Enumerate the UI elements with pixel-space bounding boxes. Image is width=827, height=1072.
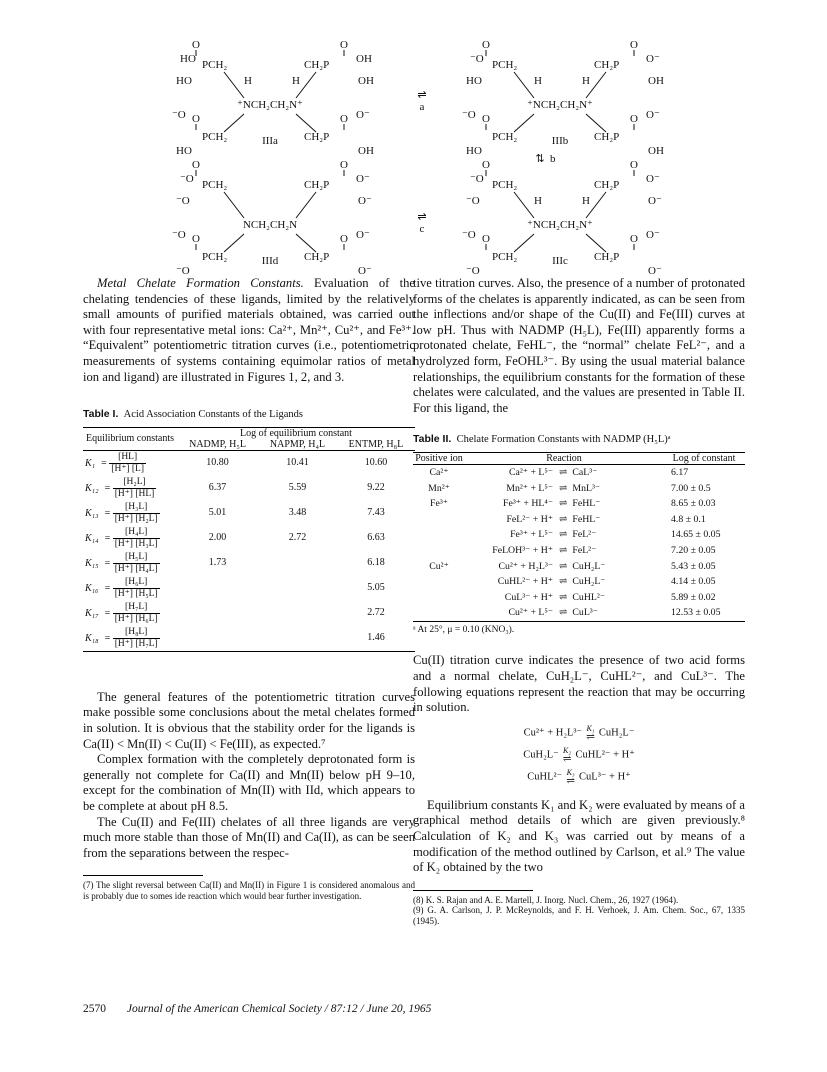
table2-log-value: 4.14 ± 0.05 (671, 576, 716, 588)
table1-title: Acid Association Constants of the Ligands (123, 409, 304, 421)
substituent: O⁻ (358, 265, 372, 277)
bond-line (514, 72, 534, 98)
substituent: O⁻ (646, 109, 660, 121)
table2-reaction (465, 527, 663, 543)
table2-ion: Mn²⁺ (428, 482, 450, 494)
table2-ion (413, 527, 465, 543)
pch2-group: PCH₂ (202, 179, 228, 191)
ch2p-group: CH₂P (304, 251, 330, 263)
equation-arrow-group (563, 746, 572, 764)
fraction-numerator: [H₄L] (113, 527, 160, 539)
equilibrium-arrow: ⇌ (559, 591, 567, 603)
equilibrium-arrow: ⇌ (559, 466, 567, 478)
bond-line (296, 114, 316, 132)
equation-lhs: CuHL²⁻ (527, 771, 563, 783)
substituent: ⁻O (172, 109, 186, 121)
arrow-label-c: c (419, 223, 425, 235)
table-cell: 9.22 (367, 482, 385, 494)
equilibrium-arrow: ⇌ (559, 576, 567, 588)
hydrogen-atom: H (534, 75, 542, 87)
table1-label: Table I. (83, 408, 119, 421)
table1-col-header: NADMP, H₅L (177, 439, 258, 451)
reaction-lhs: Fe³⁺ + L⁵⁻ (510, 529, 553, 541)
fraction-numerator: [HL] (109, 452, 146, 464)
constant-symbol: K₁ (85, 457, 96, 469)
oxygen-atom: O (192, 113, 200, 125)
fraction-numerator: [H₂L] (113, 477, 157, 489)
constant-symbol: K₁₅ (85, 557, 99, 569)
table-cell: 6.63 (367, 532, 385, 544)
table2-ion (413, 512, 465, 528)
table-cell (177, 601, 258, 626)
constant-symbol: K₁₃ (85, 507, 99, 519)
substituent: ⁻O (176, 265, 190, 277)
substituent: ⁻O (470, 173, 484, 185)
substituent: HO (466, 75, 482, 87)
table-row (413, 590, 745, 606)
oxygen-atom: O (192, 39, 200, 51)
equilibrium-arrow: ⇌ (559, 482, 567, 494)
reaction-rhs: FeL²⁻ (572, 529, 597, 541)
bond-line (224, 234, 244, 252)
equation-constant: K₂ (563, 745, 572, 755)
substituent: OH (358, 145, 374, 157)
footnote-7: (7) The slight reversal between Ca(II) and Mn(II) in Figure 1 is considered anomalous and is probably due to somes ide reaction which would bear further investigation. (83, 880, 415, 901)
tautomer-scheme (150, 30, 710, 280)
constant-symbol: K₁₄ (85, 532, 99, 544)
substituent: ⁻O (466, 265, 480, 277)
table-row (413, 559, 745, 575)
fraction-denominator: [H⁺] [HL] (114, 488, 155, 499)
reaction-lhs: CuHL²⁻ + H⁺ (497, 576, 553, 588)
footnote-rule (83, 875, 203, 876)
table2-log-value: 7.20 ± 0.05 (671, 544, 716, 556)
equilibrium-arrow: ⇌ (586, 731, 595, 743)
hydrogen-atom: H (534, 195, 542, 207)
substituent: O⁻ (648, 195, 662, 207)
table-cell: 10.41 (286, 457, 309, 469)
pch2-group: PCH₂ (202, 251, 228, 263)
substituent: ⁻O (470, 53, 484, 65)
equilibrium-arrow: ⇌ (559, 607, 567, 619)
reaction-rhs: FeHL⁻ (572, 513, 601, 525)
compound-label: IIIb (551, 135, 569, 147)
equation (413, 768, 745, 786)
table-cell: 6.18 (367, 557, 385, 569)
table2-reaction (465, 559, 663, 575)
table-cell: 5.59 (288, 482, 307, 494)
page-footer (83, 1003, 431, 1015)
table2 (413, 452, 745, 622)
pch2-group: PCH₂ (492, 59, 518, 71)
table2-ion (413, 543, 465, 559)
bond-line (514, 192, 534, 218)
equilibrium-arrow: ⇌ (559, 560, 567, 572)
reaction-rhs: CaL³⁻ (572, 466, 598, 478)
equation-rhs: CuHL²⁻ + H⁺ (575, 749, 635, 761)
table2-head-ion: Positive ion (413, 452, 465, 464)
substituent: OH (648, 145, 664, 157)
table2-head-reaction: Reaction (465, 452, 663, 464)
table-row (83, 626, 415, 652)
footnote-rule-right (413, 890, 533, 891)
oxygen-atom: O (482, 39, 490, 51)
paragraph-text: Evaluation of the chelating tendencies of these ligands, limited by the relatively small amounts of purified materials obtained, was carried out with four representative metal ions: Ca²⁺, Mn²⁺, Cu²⁺, and Fe³⁺. “Equivalent” potentiometric titration curves (i.e., potentiometric measurements of systems containing equimolar ratios of metal ion and ligand) are illustrated in Figures 1, 2, and 3. (83, 276, 415, 384)
fraction-denominator: [H⁺] [H₅L] (114, 588, 158, 599)
table-cell (177, 576, 258, 601)
bond-line (586, 234, 606, 252)
table2-reaction (465, 605, 663, 621)
fraction (109, 452, 146, 475)
table2-ion: Ca²⁺ (429, 466, 449, 478)
table-row (83, 450, 415, 476)
oxygen-atom: O (340, 113, 348, 125)
table2-log-value: 8.65 ± 0.03 (671, 498, 716, 510)
ch2p-group: CH₂P (594, 59, 620, 71)
equilibrium-arrow: ⇌ (559, 544, 567, 556)
fraction-denominator: [H⁺] [H₃L] (114, 538, 158, 549)
scheme-svg (150, 30, 710, 280)
paragraph-chelate-intro (83, 276, 415, 385)
paragraph-constants: Equilibrium constants K₁ and K₂ were evaluated by means of a graphical method details of which are given previously.⁸ Calculation of K₂ and K₃ was carried out by means of a modification of the method outlined by Carlson, et al.⁹ The value of K₂ obtained by the two (413, 797, 745, 875)
table-row (413, 496, 745, 512)
reaction-lhs: Cu²⁺ + L⁵⁻ (508, 607, 553, 619)
constant-symbol: K₁₇ (85, 607, 99, 619)
amine-bridge: ⁺NCH₂CH₂N⁺ (237, 99, 303, 111)
table2-title: Chelate Formation Constants with NADMP (H₅L)ᵃ (456, 434, 671, 446)
section-heading: Metal Chelate Formation Constants. (97, 276, 304, 290)
oxygen-atom: O (482, 113, 490, 125)
pch2-group: PCH₂ (492, 251, 518, 263)
fraction (113, 477, 157, 500)
fraction (113, 552, 160, 575)
table-row (83, 576, 415, 601)
substituent: ⁻O (180, 173, 194, 185)
table-cell (258, 551, 337, 576)
table-cell: 6.37 (208, 482, 227, 494)
hydrogen-atom: H (582, 195, 590, 207)
equilibrium-arrow: ⇌ (559, 529, 567, 541)
substituent: HO (176, 145, 192, 157)
table-cell (177, 626, 258, 652)
table2-log-value: 14.65 ± 0.05 (671, 529, 721, 541)
fraction-numerator: [H₈L] (113, 627, 160, 639)
substituent: HO (466, 145, 482, 157)
table-row (83, 501, 415, 526)
paragraph-complex: Complex formation with the completely deprotonated form is generally not complete for Ca(II) and Mn(II) below pH 9–10, except for the combination of Mn(II) with IId, which appears to be complete at about pH 8.5. (83, 752, 415, 813)
table-row (413, 512, 745, 528)
table-row (83, 526, 415, 551)
table2-reaction (465, 481, 663, 497)
substituent: O⁻ (646, 173, 660, 185)
substituent: ⁻O (466, 195, 480, 207)
pch2-group: PCH₂ (202, 59, 228, 71)
fraction-denominator: [H⁺] [H₄L] (114, 563, 158, 574)
bond-line (296, 192, 316, 218)
ch2p-group: CH₂P (594, 251, 620, 263)
reaction-lhs: FeLOH³⁻ + H⁺ (492, 544, 553, 556)
table2-ion (413, 574, 465, 590)
oxygen-atom: O (192, 159, 200, 171)
reaction-rhs: FeHL⁻ (572, 498, 601, 510)
table-cell: 5.01 (208, 507, 227, 519)
equilibrium-arrow: ⇌ (417, 89, 427, 101)
substituent: O⁻ (648, 265, 662, 277)
pch2-group: PCH₂ (492, 131, 518, 143)
table-cell: 3.48 (288, 507, 307, 519)
table2-reaction (465, 590, 663, 606)
table-cell: 1.46 (367, 632, 385, 644)
table1-col-header: NAPMP, H₄L (258, 439, 337, 451)
reaction-lhs: FeL²⁻ + H⁺ (506, 513, 553, 525)
oxygen-atom: O (340, 39, 348, 51)
paragraph-continued: tive titration curves. Also, the presence of a number of protonated forms of the chelates is apparently indicated, as can be seen from the inflections and/or shape of the Cu(II) and Fe(III) curves at low pH. Thus with NADMP (H₅L), Fe(III) apparently forms a protonated chelate, FeHL⁻, the “normal” chelate FeL²⁻, and a hydrolyzed form, FeOHL³⁻. By using the usual material balance relationships, the equilibrium constants for the formation of these chelates were calculated, and the values are presented in Table II. For this ligand, the (413, 276, 745, 415)
substituent: ⁻O (462, 109, 476, 121)
table1-constant: K₁₅ = $\frac{\text{[H₅L]}}{\text{[H⁺] [H₄L]}}$ (85, 551, 158, 574)
oxygen-atom: O (482, 233, 490, 245)
arrow-label-a: a (419, 101, 425, 113)
equilibrium-arrow: ⇌ (417, 211, 427, 223)
table2-ion: Fe³⁺ (430, 498, 448, 510)
substituent: O⁻ (646, 53, 660, 65)
table-cell (258, 626, 337, 652)
table-cell (258, 576, 337, 601)
equilibrium-arrow: ⇅ (535, 153, 545, 165)
equation-lhs: CuH₂L⁻ (523, 749, 559, 761)
table-cell: 10.60 (364, 457, 388, 469)
equation (413, 746, 745, 764)
ch2p-group: CH₂P (594, 131, 620, 143)
fraction-numerator: [H₇L] (113, 602, 160, 614)
equation-constant: K₁ (586, 723, 595, 733)
fraction-numerator: [H₆L] (113, 577, 160, 589)
pch2-group: PCH₂ (492, 179, 518, 191)
bond-line (224, 114, 244, 132)
fraction (113, 627, 160, 650)
paragraph-cu-titration: Cu(II) titration curve indicates the presence of two acid forms and a normal chelate, CuH₂L⁻, CuHL²⁻, and CuL³⁻. The following equations represent the reaction that may be occurring in solution. (413, 653, 745, 715)
fraction (113, 602, 160, 625)
table-cell: 2.00 (208, 532, 227, 544)
table2-ion (413, 605, 465, 621)
table-cell (258, 601, 337, 626)
reaction-rhs: MnL³⁻ (572, 482, 601, 494)
oxygen-atom: O (340, 159, 348, 171)
left-column (83, 276, 415, 901)
ch2p-group: CH₂P (304, 179, 330, 191)
table-row (413, 543, 745, 559)
table1-constant: K₁₆ = $\frac{\text{[H₆L]}}{\text{[H⁺] [H₅L]}}$ (85, 576, 158, 599)
fraction-denominator: [H⁺] [H₇L] (114, 638, 158, 649)
journal-citation: Journal of the American Chemical Society / 87:12 / June 20, 1965 (126, 1003, 432, 1015)
fraction-numerator: [H₃L] (113, 502, 160, 514)
table2-reaction (465, 543, 663, 559)
ch2p-group: CH₂P (594, 179, 620, 191)
equation (413, 724, 745, 742)
table2-log-value: 5.89 ± 0.02 (671, 591, 716, 603)
table1-constant: K₁₃ = $\frac{\text{[H₃L]}}{\text{[H⁺] [H₂L]}}$ (85, 501, 158, 524)
substituent: HO (176, 75, 192, 87)
table2-log-value: 12.53 ± 0.05 (671, 607, 721, 619)
hydrogen-atom: H (292, 75, 300, 87)
table2-reaction (465, 574, 663, 590)
bond-line (586, 114, 606, 132)
reaction-lhs: Fe³⁺ + HL⁴⁻ (503, 498, 553, 510)
equilibrium-arrow: ⇌ (562, 753, 572, 765)
equation-rhs: CuL³⁻ + H⁺ (579, 771, 631, 783)
constant-symbol: K₁₂ (85, 482, 99, 494)
oxygen-atom: O (192, 233, 200, 245)
table2-ion: Cu²⁺ (429, 560, 449, 572)
bond-line (224, 192, 244, 218)
arrow-label-b: b (550, 153, 556, 165)
reaction-rhs: FeL²⁻ (572, 544, 597, 556)
oxygen-atom: O (630, 39, 638, 51)
substituent: OH (358, 75, 374, 87)
table-cell: 1.73 (208, 557, 227, 569)
equilibrium-arrow: ⇌ (559, 498, 567, 510)
equilibrium-arrow: ⇌ (566, 775, 576, 787)
reaction-lhs: CuL³⁻ + H⁺ (504, 591, 553, 603)
table1 (83, 427, 415, 652)
table-cell: 5.05 (367, 582, 385, 594)
table1-head-equilibrium: Equilibrium constants (83, 427, 177, 450)
paragraph-general: The general features of the potentiometric titration curves make possible some conclusions about the metal chelates formed in solution. It is obvious that the stability order for the ligands is Ca(II) < Mn(II) < Cu(II) < Fe(III), as expected.⁷ (83, 689, 415, 751)
table-row (413, 481, 745, 497)
bond-line (296, 234, 316, 252)
equation-arrow-group (586, 724, 595, 742)
table2-footnote: ᵃ At 25°, μ = 0.10 (KNO₃). (413, 624, 515, 635)
table-row (413, 605, 745, 621)
table-cell: 10.80 (206, 457, 229, 469)
fraction-numerator: [H₅L] (113, 552, 160, 564)
bond-line (224, 72, 244, 98)
table1-head-log: Log of equilibrium constant (240, 427, 352, 439)
fraction-denominator: [H⁺] [H₆L] (114, 613, 158, 624)
constant-symbol: K₁₈ (85, 632, 99, 644)
reaction-rhs: CuHL²⁻ (572, 591, 605, 603)
substituent: O⁻ (356, 173, 370, 185)
table1-constant: K₁₈ = $\frac{\text{[H₈L]}}{\text{[H⁺] [H₇L]}}$ (85, 626, 158, 649)
equation-constant: K₃ (566, 767, 575, 777)
right-column (413, 276, 745, 926)
constant-symbol: K₁₆ (85, 582, 99, 594)
hydrogen-atom: H (244, 75, 252, 87)
table-row (413, 527, 745, 543)
table-row (413, 574, 745, 590)
bond-line (514, 114, 534, 132)
reaction-rhs: CuH₂L⁻ (572, 576, 606, 588)
hydrogen-atom: H (582, 75, 590, 87)
compound-label: IIIa (262, 135, 278, 147)
substituent: OH (356, 53, 372, 65)
table1-constant: K₁₄ = $\frac{\text{[H₄L]}}{\text{[H⁺] [H₃L]}}$ (85, 526, 158, 549)
substituent: ⁻O (172, 229, 186, 241)
table2-caption (413, 432, 745, 448)
pch2-group: PCH₂ (202, 131, 228, 143)
fraction (113, 577, 160, 600)
reaction-rhs: CuH₂L⁻ (572, 560, 606, 572)
reaction-lhs: Mn²⁺ + L⁵⁻ (506, 482, 553, 494)
oxygen-atom: O (630, 113, 638, 125)
equation-lhs: Cu²⁺ + H₂L³⁻ (523, 727, 583, 739)
oxygen-atom: O (482, 159, 490, 171)
table2-log-value: 6.17 (671, 466, 689, 478)
footnote-9: (9) G. A. Carlson, J. P. McReynolds, and F. H. Verhoek, J. Am. Chem. Soc., 67, 1335 (1945). (413, 905, 745, 926)
amine-bridge: NCH₂CH₂N (242, 219, 298, 231)
table-row (83, 476, 415, 501)
table2-log-value: 4.8 ± 0.1 (671, 513, 706, 525)
compound-label: IIId (261, 255, 279, 267)
table2-ion (413, 590, 465, 606)
table1-caption (83, 407, 415, 423)
substituent: ⁻O (462, 229, 476, 241)
fraction (113, 527, 160, 550)
amine-bridge: ⁺NCH₂CH₂N⁺ (527, 219, 593, 231)
equation-arrow-group (566, 768, 575, 786)
substituent: ⁻O (176, 195, 190, 207)
reaction-lhs: Cu²⁺ + H₂L³⁻ (498, 560, 553, 572)
page-number: 2570 (83, 1003, 106, 1015)
fraction-denominator: [H⁺] [L] (111, 463, 145, 474)
ch2p-group: CH₂P (304, 59, 330, 71)
table-row (83, 601, 415, 626)
amine-bridge: ⁺NCH₂CH₂N⁺ (527, 99, 593, 111)
equation-rhs: CuH₂L⁻ (598, 727, 635, 739)
reaction-lhs: Ca²⁺ + L⁵⁻ (509, 466, 553, 478)
table1-constant: K₁₂ = $\frac{\text{[H₂L]}}{[H^+] [HL]}$ (85, 476, 155, 499)
reaction-rhs: CuL³⁻ (572, 607, 598, 619)
substituent: HO (180, 53, 196, 65)
table-row (83, 551, 415, 576)
table2-log-value: 7.00 ± 0.5 (671, 482, 711, 494)
paragraph-cu-fe: The Cu(II) and Fe(III) chelates of all three ligands are very much more stable than those of Mn(II) and Ca(II), as can be seen from the separations between the respec- (83, 814, 415, 860)
fraction (113, 502, 160, 525)
table2-log-value: 5.43 ± 0.05 (671, 560, 716, 572)
table2-reaction (465, 496, 663, 512)
table1-col-header: ENTMP, H₈L (337, 439, 415, 451)
bond-line (514, 234, 534, 252)
equilibrium-arrow: ⇌ (559, 513, 567, 525)
oxygen-atom: O (630, 233, 638, 245)
fraction-denominator: [H⁺] [H₂L] (114, 513, 158, 524)
table1-constant: K₁₇ = $\frac{\text{[H₇L]}}{\text{[H⁺] [H₆L]}}$ (85, 601, 158, 624)
equations (413, 724, 745, 786)
substituent: O⁻ (356, 109, 370, 121)
table-cell: 7.43 (367, 507, 385, 519)
substituent: O⁻ (358, 195, 372, 207)
oxygen-atom: O (340, 233, 348, 245)
ch2p-group: CH₂P (304, 131, 330, 143)
table-cell: 2.72 (288, 532, 307, 544)
footnote-8: (8) K. S. Rajan and A. E. Martell, J. Inorg. Nucl. Chem., 26, 1927 (1964). (413, 894, 679, 905)
substituent: OH (648, 75, 664, 87)
compound-label: IIIc (552, 255, 568, 267)
table2-head-log: Log of constant (663, 452, 745, 464)
table2-reaction (465, 464, 663, 480)
substituent: O⁻ (356, 229, 370, 241)
oxygen-atom: O (630, 159, 638, 171)
substituent: O⁻ (646, 229, 660, 241)
table1-constant: K₁ = $\frac{[HL]}{[H^+] [L]}$ (85, 451, 145, 474)
table2-reaction (465, 512, 663, 528)
table-row (413, 464, 745, 480)
table-cell: 2.72 (367, 607, 385, 619)
table2-label: Table II. (413, 433, 452, 446)
